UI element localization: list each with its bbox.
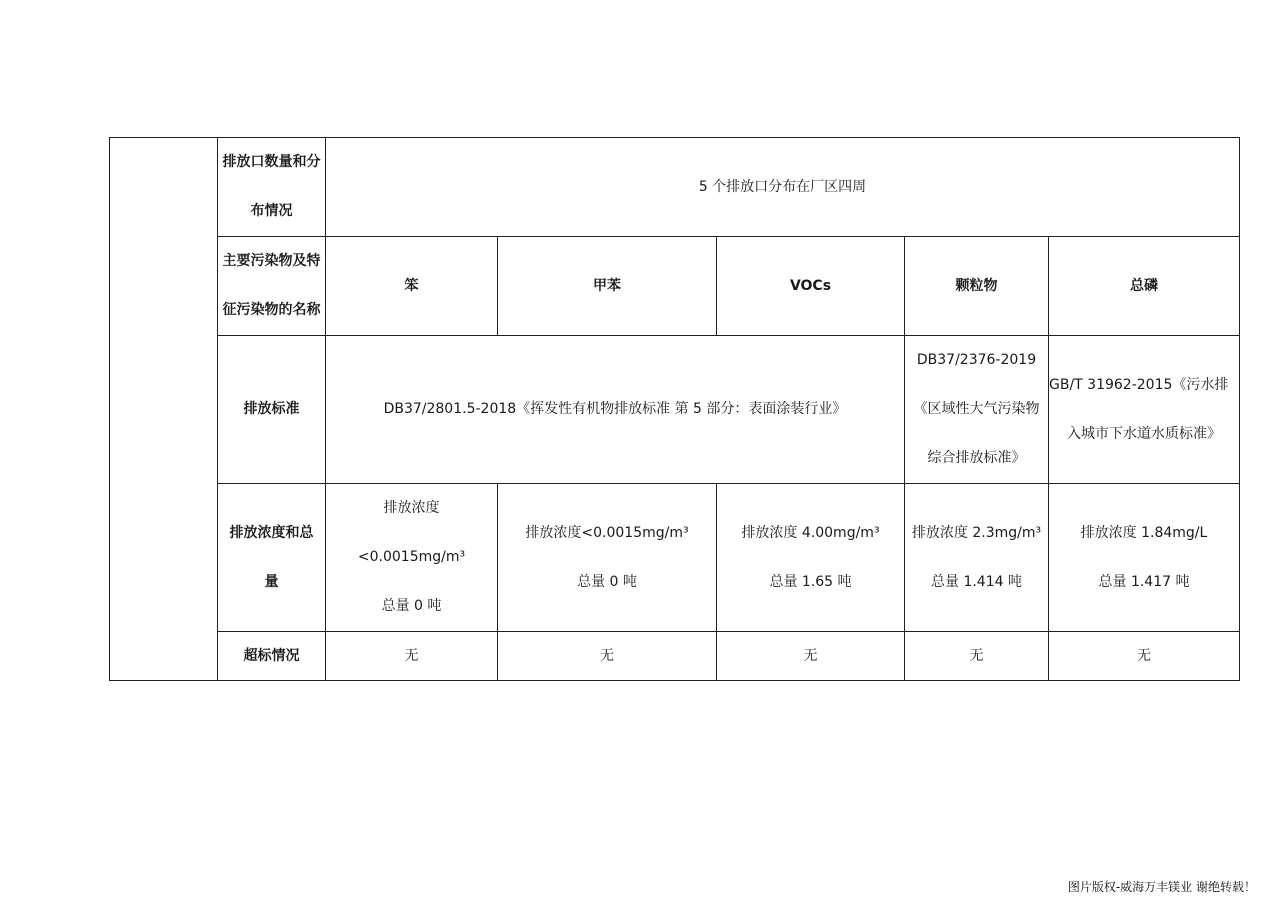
pollutants-label	[218, 237, 326, 336]
exceed-benzene: 无	[326, 632, 498, 681]
emission-phosphorus-line1: 排放浓度 1.84mg/L	[1080, 524, 1208, 541]
emission-vocs-line1: 排放浓度 4.00mg/m³	[741, 524, 880, 541]
pollutant-info-table	[109, 137, 1240, 681]
particulate-standard	[905, 336, 1049, 484]
emission-phosphorus	[1049, 484, 1240, 632]
pollutant-toluene: 甲苯	[498, 237, 717, 336]
copyright-footer: 图片版权-威海万丰镁业 谢绝转载！	[1067, 880, 1256, 894]
emission-particulate-line2: 总量 1.414 吨	[931, 573, 1022, 590]
phosphorus-standard-line2: 入城市下水道水质标准》	[1067, 425, 1221, 442]
standard-label: 排放标准	[218, 336, 326, 484]
pollutant-phosphorus: 总磷	[1049, 237, 1240, 336]
emission-label-line1: 排放浓度和总	[229, 524, 314, 541]
outlets-label-line2: 布情况	[250, 203, 293, 219]
particulate-standard-line3: 综合排放标准》	[927, 450, 1026, 466]
exceed-vocs: 无	[717, 632, 905, 681]
emission-benzene-line1: 排放浓度	[383, 500, 440, 516]
particulate-standard-line2: 《区域性大气污染物	[913, 401, 1040, 417]
table-row-pollutants	[110, 237, 1240, 336]
emission-vocs-line2: 总量 1.65 吨	[769, 573, 852, 590]
emission-toluene-line1: 排放浓度<0.0015mg/m³	[525, 524, 689, 541]
outlets-label	[218, 138, 326, 237]
emission-vocs	[717, 484, 905, 632]
outlets-value: 5 个排放口分布在厂区四周	[326, 138, 1240, 237]
table-row-emission	[110, 484, 1240, 632]
table-row-exceed	[110, 632, 1240, 681]
exceed-phosphorus: 无	[1049, 632, 1240, 681]
emission-benzene	[326, 484, 498, 632]
pollutants-label-line2: 征污染物的名称	[222, 302, 321, 318]
pollutant-vocs: VOCs	[717, 237, 905, 336]
merged-left-cell	[110, 138, 218, 681]
particulate-standard-line1: DB37/2376-2019	[916, 352, 1037, 368]
outlets-label-line1: 排放口数量和分	[222, 154, 321, 170]
phosphorus-standard	[1049, 336, 1240, 484]
emission-toluene	[498, 484, 717, 632]
exceed-label: 超标情况	[218, 632, 326, 681]
emission-particulate	[905, 484, 1049, 632]
exceed-particulate: 无	[905, 632, 1049, 681]
emission-toluene-line2: 总量 0 吨	[577, 573, 637, 590]
exceed-toluene: 无	[498, 632, 717, 681]
vocs-standard: DB37/2801.5-2018《挥发性有机物排放标准 第 5 部分：表面涂装行业》	[326, 336, 905, 484]
table-row-standard	[110, 336, 1240, 484]
pollutants-label-line1: 主要污染物及特	[222, 253, 321, 269]
phosphorus-standard-line1: GB/T 31962-2015《污水排	[1049, 376, 1229, 393]
emission-label	[218, 484, 326, 632]
emission-benzene-line3: 总量 0 吨	[381, 598, 442, 614]
pollutant-benzene: 笨	[326, 237, 498, 336]
emission-benzene-line2: <0.0015mg/m³	[357, 549, 466, 565]
pollutant-particulate: 颗粒物	[905, 237, 1049, 336]
emission-phosphorus-line2: 总量 1.417 吨	[1098, 573, 1190, 590]
emission-label-line2: 量	[264, 573, 279, 590]
emission-particulate-line1: 排放浓度 2.3mg/m³	[911, 524, 1042, 541]
table-row-outlets	[110, 138, 1240, 237]
